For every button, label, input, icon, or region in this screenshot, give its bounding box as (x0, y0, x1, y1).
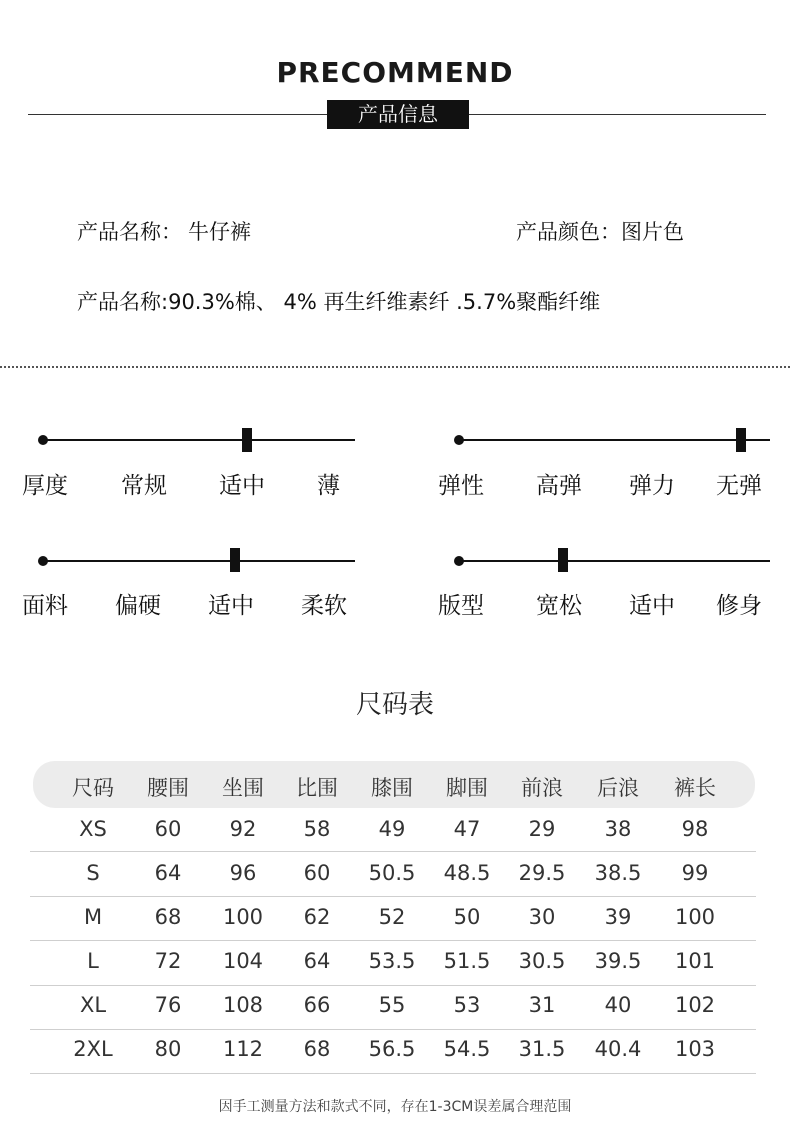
header-cell: 前浪 (521, 776, 563, 800)
row-divider (30, 985, 756, 986)
row-divider (30, 1073, 756, 1074)
header-cell: 脚围 (446, 776, 488, 800)
scale-option: 适中 (208, 593, 254, 619)
section-divider (0, 366, 790, 368)
table-cell: XS (79, 817, 107, 841)
table-cell: 66 (303, 993, 331, 1017)
table-cell: 40.4 (594, 1037, 642, 1061)
scale-marker (558, 548, 568, 572)
table-cell: 72 (154, 949, 182, 973)
table-cell: 60 (303, 861, 331, 885)
table-cell: 96 (229, 861, 257, 885)
scale-line (43, 439, 355, 441)
row-divider (30, 896, 756, 897)
scale-marker (242, 428, 252, 452)
brand-title: PRECOMMEND (276, 56, 514, 89)
table-cell: XL (79, 993, 107, 1017)
table-cell: 58 (303, 817, 331, 841)
product-color-label: 产品颜色： (516, 220, 621, 244)
table-cell: M (83, 905, 103, 929)
row-divider (30, 1029, 756, 1030)
table-cell: 51.5 (443, 949, 491, 973)
table-cell: 39 (604, 905, 632, 929)
header-cell: 腰围 (147, 776, 189, 800)
table-cell: 62 (303, 905, 331, 929)
table-cell: 60 (154, 817, 182, 841)
table-cell: 68 (303, 1037, 331, 1061)
table-cell: 100 (674, 905, 716, 929)
table-cell: 30.5 (518, 949, 566, 973)
scale-option: 宽松 (536, 593, 582, 619)
table-cell: 38.5 (594, 861, 642, 885)
table-cell: 98 (681, 817, 709, 841)
header-cell: 裤长 (674, 776, 716, 800)
table-cell: 68 (154, 905, 182, 929)
table-cell: 80 (154, 1037, 182, 1061)
scale-line (459, 560, 770, 562)
table-cell: 53.5 (368, 949, 416, 973)
table-cell: 52 (378, 905, 406, 929)
table-cell: 49 (378, 817, 406, 841)
table-cell: 56.5 (368, 1037, 416, 1061)
table-cell: 103 (674, 1037, 716, 1061)
table-cell: 50.5 (368, 861, 416, 885)
scale-option: 高弹 (536, 473, 582, 499)
table-cell: 31.5 (518, 1037, 566, 1061)
table-cell: 38 (604, 817, 632, 841)
product-material-label: 产品名称: (77, 290, 169, 314)
table-cell: 31 (528, 993, 556, 1017)
scale-option: 常规 (121, 473, 167, 499)
header-cell: 尺码 (72, 776, 114, 800)
product-name-label: 产品名称： (77, 220, 182, 244)
section-label: 产品信息 (327, 100, 469, 129)
row-divider (30, 940, 756, 941)
table-cell: S (86, 861, 100, 885)
scale-line (43, 560, 355, 562)
table-cell: 47 (453, 817, 481, 841)
table-cell: 53 (453, 993, 481, 1017)
size-table-footnote: 因手工测量方法和款式不同，存在1-3CM误差属合理范围 (218, 1099, 572, 1115)
scale-marker (230, 548, 240, 572)
table-cell: 102 (674, 993, 716, 1017)
table-cell: 101 (674, 949, 716, 973)
product-color-value: 图片色 (621, 220, 684, 244)
table-cell: 50 (453, 905, 481, 929)
table-cell: 39.5 (594, 949, 642, 973)
scale-option: 适中 (629, 593, 675, 619)
scale-option: 修身 (716, 593, 762, 619)
size-table-title: 尺码表 (355, 690, 434, 720)
table-cell: 76 (154, 993, 182, 1017)
scale-title: 厚度 (22, 473, 68, 499)
scale-title: 面料 (22, 593, 68, 619)
table-cell: 108 (222, 993, 264, 1017)
table-cell: 104 (222, 949, 264, 973)
table-cell: L (87, 949, 99, 973)
table-cell: 54.5 (443, 1037, 491, 1061)
row-divider (30, 851, 756, 852)
scale-title: 版型 (438, 593, 484, 619)
header-cell: 膝围 (371, 776, 413, 800)
header-cell: 坐围 (222, 776, 264, 800)
product-name (77, 216, 251, 246)
scale-option: 薄 (317, 473, 340, 499)
table-cell: 48.5 (443, 861, 491, 885)
scale-option: 偏硬 (115, 593, 161, 619)
product-material (77, 286, 600, 316)
scale-marker (736, 428, 746, 452)
scale-option: 适中 (219, 473, 265, 499)
table-cell: 99 (681, 861, 709, 885)
table-cell: 29 (528, 817, 556, 841)
table-cell: 92 (229, 817, 257, 841)
scale-title: 弹性 (438, 473, 484, 499)
table-cell: 30 (528, 905, 556, 929)
table-cell: 40 (604, 993, 632, 1017)
table-cell: 29.5 (518, 861, 566, 885)
scale-line (459, 439, 770, 441)
table-cell: 64 (154, 861, 182, 885)
header-cell: 比围 (296, 776, 338, 800)
scale-option: 弹力 (629, 473, 675, 499)
header-cell: 后浪 (597, 776, 639, 800)
scale-option: 柔软 (301, 593, 347, 619)
product-color (516, 216, 684, 246)
table-cell: 55 (378, 993, 406, 1017)
product-material-value: 90.3%棉、 4% 再生纤维素纤 .5.7%聚酯纤维 (168, 290, 601, 314)
table-cell: 100 (222, 905, 264, 929)
scale-option: 无弹 (716, 473, 762, 499)
product-name-value: 牛仔裤 (188, 220, 251, 244)
table-cell: 64 (303, 949, 331, 973)
table-cell: 2XL (73, 1037, 113, 1061)
table-cell: 112 (222, 1037, 264, 1061)
